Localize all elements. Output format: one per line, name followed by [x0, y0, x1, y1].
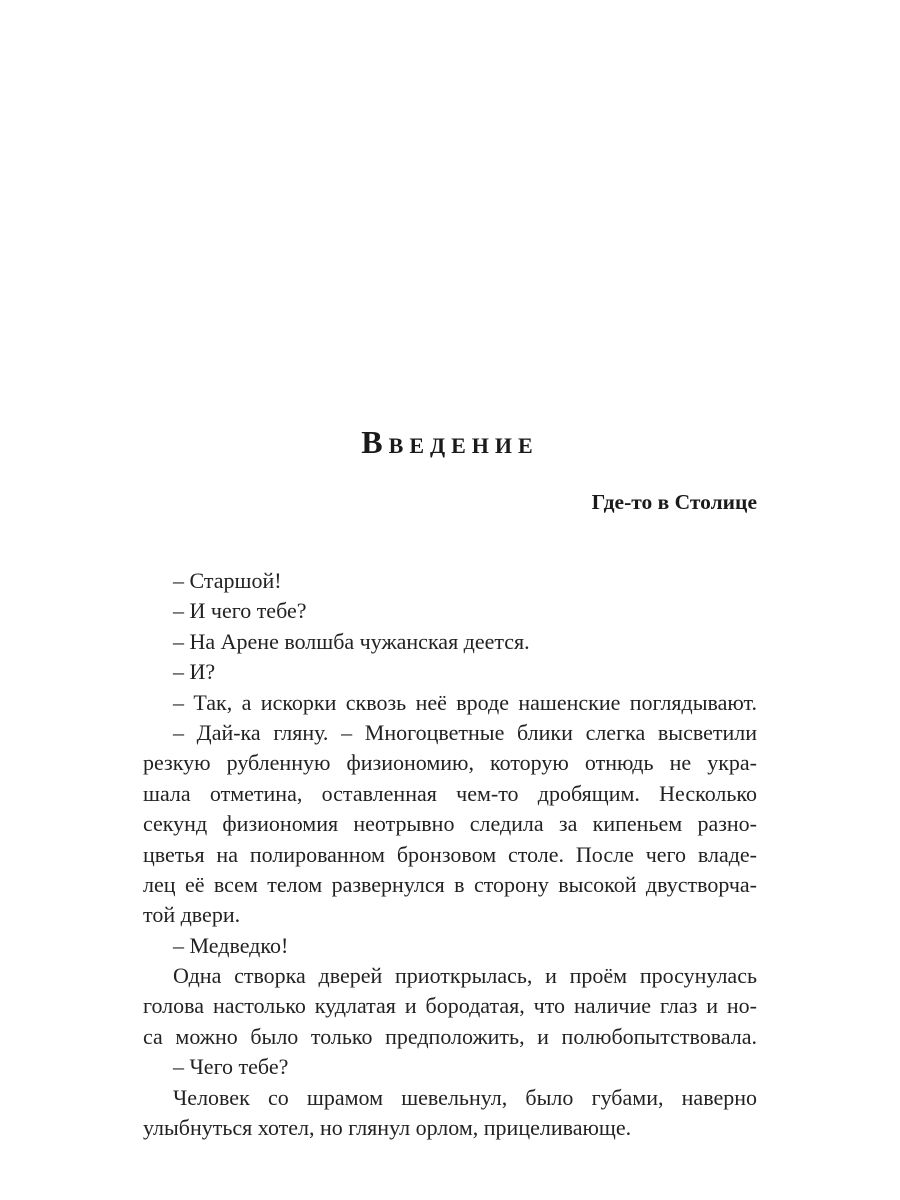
text-line: са можно было только предположить, и полюбопытствовала.	[143, 1023, 757, 1049]
chapter-title	[0, 420, 900, 468]
text-line: – Старшой!	[173, 568, 282, 593]
text-line: цветья на полированном бронзовом столе. После чего владе-	[143, 841, 757, 867]
text-line: – И?	[173, 659, 216, 685]
text-line: шала отметина, оставленная чем-то дробящим. Несколько	[143, 780, 757, 806]
text-line: улыбнуться хотел, но глянул орлом, прицеливающе.	[143, 1115, 632, 1141]
text-line: резкую рубленную физиономию, которую отнюдь не укра-	[143, 750, 757, 776]
text-line: Человек со шрамом шевельнул, было губами, наверно	[173, 1084, 757, 1110]
text-line: – И чего тебе?	[173, 598, 307, 624]
text-line: – Дай-ка гляну. – Многоцветные блики слегка высветили	[173, 719, 757, 745]
text-line: голова настолько кудлатая и бородатая, что наличие глаз и но-	[143, 993, 757, 1019]
text-line: лец её всем телом развернулся в сторону высокой двустворча-	[143, 871, 757, 897]
text-line: – Медведко!	[173, 932, 289, 958]
chapter-title-initial: В	[361, 424, 389, 460]
text-line: – На Арене волшба чужанская деется.	[173, 628, 530, 654]
chapter-subtitle: Где-то в Столице	[591, 490, 757, 514]
text-line: – Чего тебе?	[173, 1054, 289, 1080]
text-line: Одна створка дверей приоткрылась, и проём просунулась	[173, 963, 757, 989]
chapter-title-rest: ВЕДЕНИЕ	[388, 433, 539, 458]
body-text	[143, 566, 757, 1143]
text-line: секунд физиономия неотрывно следила за кипеньем разно-	[143, 811, 757, 837]
text-line: той двери.	[143, 902, 241, 928]
text-line: – Так, а искорки сквозь неё вроде нашенские поглядывают.	[173, 689, 757, 715]
